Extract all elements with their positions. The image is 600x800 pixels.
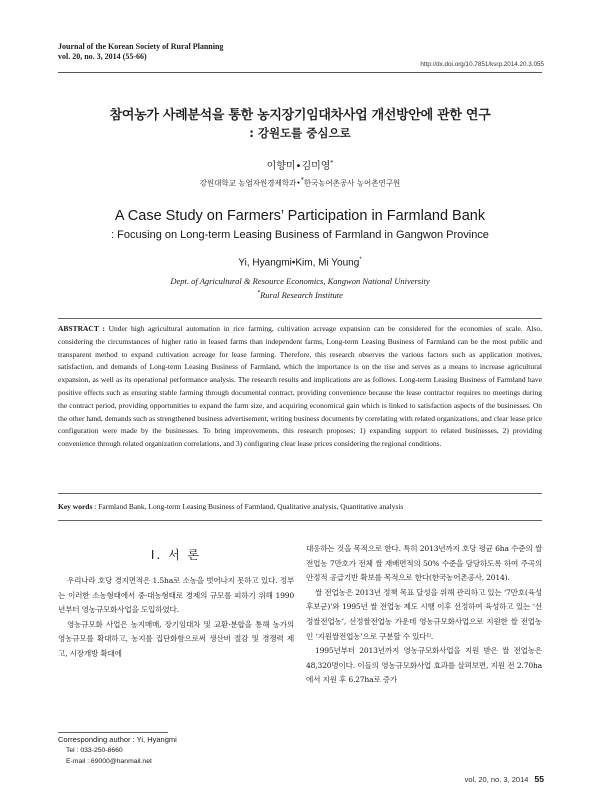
abstract-bottom-rule (58, 493, 542, 494)
korean-affiliation-institute: 한국농어촌공사 농어촌연구원 (303, 178, 401, 188)
abstract-label: ABSTRACT : (58, 324, 105, 333)
body-right-column (306, 542, 542, 688)
korean-authors (40, 157, 560, 172)
abstract (58, 323, 542, 451)
corresponding-author: Corresponding author : Yi, Hyangmi (58, 735, 177, 744)
english-affiliation-institute: Rural Research Institute (260, 290, 343, 300)
body-paragraph: 쌀 전업농은 2013년 정책 목표 달성을 위해 관리하고 있는 ‘7만호(육성후보군)’와 1995년 쌀 전업농 제도 시행 이후 선정하여 육성하고 있는 ‘선정쌀전업농’, 선정쌀전업농 가운데 영농규모화사업으로 지원한 쌀 전업농인 ‘지원쌀전업농’으로 구분할 수 있다¹⁾. (306, 587, 542, 641)
english-affiliation-marker: * (257, 290, 261, 297)
korean-affiliation (40, 177, 560, 189)
english-author-marker: * (359, 257, 362, 263)
journal-name: Journal of the Korean Society of Rural Planning (58, 42, 224, 51)
korean-affiliation-dept: 강원대학교 농업자원경제학과• (199, 178, 301, 188)
footer-issue: vol. 20, no. 3, 2014 (464, 775, 529, 784)
doi-link[interactable]: http://dx.doi.org/10.7851/ksrp.2014.20.3.055 (420, 61, 544, 68)
korean-title: 참여농가 사례분석을 통한 농지장기임대차사업 개선방안에 관한 연구 (109, 108, 491, 123)
english-author-names: Yi, Hyangmi•Kim, Mi Young (238, 257, 360, 269)
korean-affiliation-marker: * (300, 177, 304, 184)
body-paragraph: 대응하는 것을 목적으로 한다. 특히 2013년까지 호당 평균 6ha 수준의 쌀 전업농 7만호가 전체 쌀 재배면적의 50% 수준을 담당하도록 하여 주곡의 안정적 공급기반 확보를 목적으로 한다(한국농어촌공사, 2014). (306, 544, 542, 583)
body-paragraph: 우리나라 호당 경지면적은 1.5ha로 소농을 벗어나지 못하고 있다. 정부는 이러한 소농형태에서 중·대농형태로 경제의 규모를 피하기 위해 1990년부터 영농규모화사업을 도입하였다. (58, 576, 294, 615)
english-subtitle: : Focusing on Long-term Leasing Business of Farmland in Gangwon Province (111, 229, 489, 241)
section-heading: I. 서 론 (150, 548, 202, 562)
author-email[interactable]: E-mail : 69000@hanmail.net (66, 758, 152, 765)
english-affiliation-1: Dept. of Agricultural & Resource Economics, Kangwon National University (170, 276, 430, 286)
keywords-bottom-rule (58, 520, 542, 521)
korean-author-names: 이향미•김미영 (266, 161, 331, 172)
abstract-top-rule (58, 318, 542, 319)
abstract-text: Under high agricultural automation in rice farming, cultivation acreage expansion can be considered for the economies of scale. Also, considering the circumstances of higher ratio in leased farms than independent farms, Long-term Leasing Business of Farmland can be the most public and transparent method to expand cultivation acreage for lease farming. Therefore, this research observes the various factors such as application motives, satisfaction, and demands of Long-term Leasing Business of Farmland, which the importance is on the rise and serves as a means to increase agricultural expansion, as well as its operational performance analysis. The research results and implications are as follows. Long-term Leasing Business of Farmland have positive effects such as ensuring stable farming through documental contract, providing convenience because the lease contractor requires no meetings during the contract period, providing opportunities to expand the farm size, and acquiring economical gain which is linked to satisfaction aspects of the businesses. On the other hand, demands such as strengthened business advertisement, writing business documents by correlating with related organizations, and clear lease price configuration were made by the businesses. To bring improvements, this research proposes; 1) expanding support to related businesses, 2) providing convenience through related organization correlations, and 3) configuring clear lease prices considering the regional conditions. (58, 324, 542, 449)
korean-author-marker: * (330, 159, 334, 167)
body-left-column (58, 574, 294, 662)
keywords-label: Key words (58, 502, 93, 511)
korean-subtitle: : 강원도를 중심으로 (249, 126, 351, 140)
author-phone: Tel : 033-250-8660 (66, 747, 123, 754)
header-divider (58, 72, 542, 73)
page-number: 55 (534, 774, 544, 784)
english-authors (40, 257, 560, 268)
journal-header (58, 42, 223, 62)
body-paragraph: 영농규모화 사업은 농지매매, 장기임대차 및 교환·분합을 통해 농가의 영농규모를 확대하고, 농지를 집단화함으로써 생산비 절감 및 경쟁력 제고, 시장개방 확대에 (58, 619, 294, 658)
corresponding-author-note (58, 734, 177, 767)
page-footer (465, 774, 544, 784)
keywords-text: : Farmland Bank, Long-term Leasing Business of Farmland, Qualitative analysis, Quantitative analysis (94, 502, 404, 511)
english-affiliation-2 (40, 290, 560, 300)
keywords (58, 502, 542, 511)
footnote-rule (58, 732, 168, 733)
english-title: A Case Study on Farmers’ Participation in Farmland Bank (114, 208, 486, 224)
body-paragraph: 1995년부터 2013년까지 영농규모화사업을 지원 받은 쌀 전업농은 48,320명이다. 이들의 영농규모화사업 효과를 살펴보면, 지원 전 2.70ha에서 지원 후 6.27ha로 증가 (306, 646, 542, 685)
journal-volume: vol. 20, no. 3, 2014 (55-66) (58, 52, 147, 61)
